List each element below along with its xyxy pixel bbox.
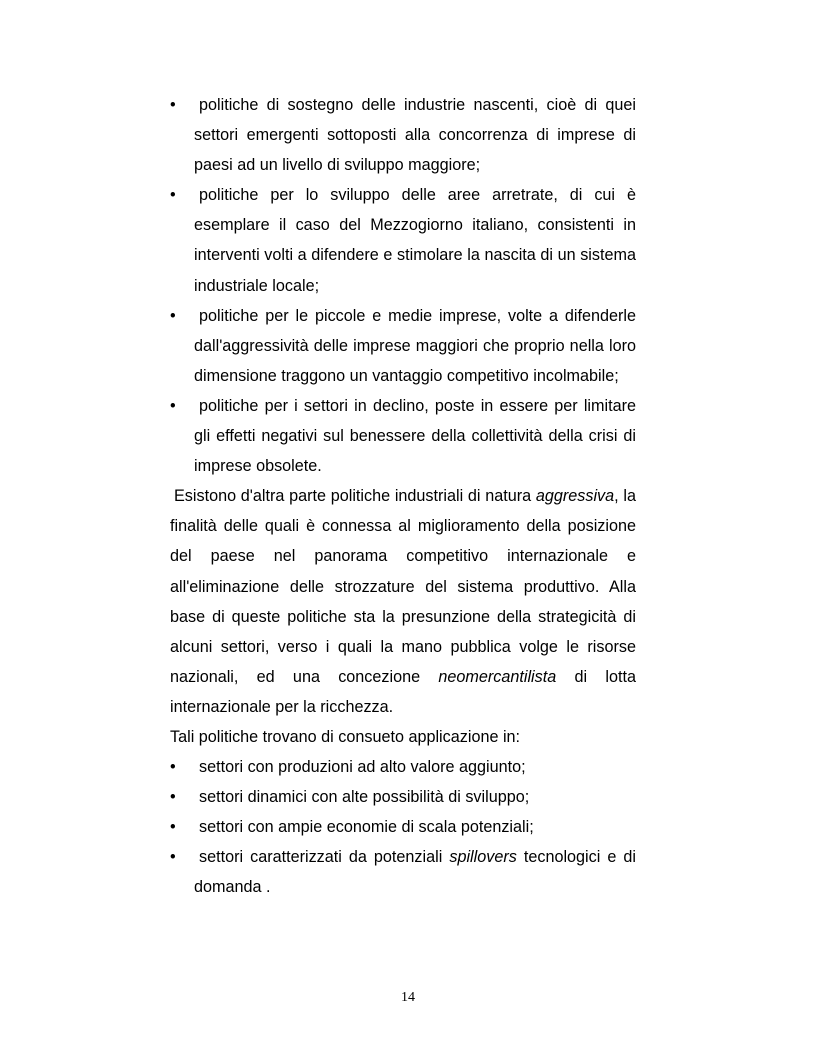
paragraph-text: Esistono d'altra parte politiche industriali di natura <box>174 487 536 506</box>
list-item-text: settori con produzioni ad alto valore aggiunto; <box>199 758 526 777</box>
bullet-icon: • <box>170 818 176 837</box>
intro-line: Tali politiche trovano di consueto applicazione in: <box>170 727 521 746</box>
list-item <box>170 782 636 812</box>
bullet-icon: • <box>170 788 176 807</box>
list-item <box>170 301 636 391</box>
paragraph-text: di lotta internazionale per la ricchezza. <box>170 667 636 716</box>
list-item-text: settori dinamici con alte possibilità di sviluppo; <box>199 788 530 807</box>
emphasis-spillovers: spillovers <box>449 848 517 867</box>
bullet-icon: • <box>170 758 176 777</box>
list-item-text: settori con ampie economie di scala potenziali; <box>199 818 534 837</box>
list-item-text: politiche per le piccole e medie imprese, volte a difenderle dall'aggressività delle imprese maggiori che proprio nella loro dimensione traggono un vantaggio competitivo incolmabile; <box>194 306 636 385</box>
bullet-icon: • <box>170 848 176 867</box>
defensive-policies-list <box>170 90 636 481</box>
list-item <box>170 180 636 300</box>
list-item <box>170 842 636 902</box>
aggressive-policies-paragraph <box>170 481 636 722</box>
bullet-icon: • <box>170 306 176 325</box>
list-item <box>170 391 636 481</box>
bullet-icon: • <box>170 96 176 114</box>
list-item-text-part: tecnologici e di domanda . <box>194 848 636 897</box>
list-item-text: politiche per lo sviluppo delle aree arretrate, di cui è esemplare il caso del Mezzogiorno italiano, consistenti in interventi volti a difendere e stimolare la nascita di un sistema industriale locale; <box>194 186 636 295</box>
paragraph-text: , la finalità delle quali è connessa al miglioramento della posizione del paese nel panorama competitivo internazionale e all'eliminazione delle strozzature del sistema produttivo. Alla base di queste politiche sta la presunzione della strategicità di alcuni settori, verso i quali la mano pubblica volge le risorse nazionali, ed una concezione <box>170 487 636 686</box>
list-item <box>170 812 636 842</box>
bullet-icon: • <box>170 186 176 205</box>
page-body <box>170 90 636 903</box>
bullet-icon: • <box>170 396 176 415</box>
emphasis-neomercantilista: neomercantilista <box>438 667 557 686</box>
list-item-text-part: settori caratterizzati da potenziali <box>199 848 450 867</box>
list-item <box>170 752 636 782</box>
page-number: 14 <box>401 990 415 1005</box>
emphasis-aggressiva: aggressiva <box>535 487 615 506</box>
list-item-text: politiche per i settori in declino, poste in essere per limitare gli effetti negativi sul benessere della collettività della crisi di imprese obsolete. <box>194 396 636 476</box>
list-item-text <box>194 848 636 896</box>
aggressive-sectors-list <box>170 752 636 902</box>
list-item <box>170 90 636 180</box>
list-item-text: politiche di sostegno delle industrie nascenti, cioè di quei settori emergenti sottoposti alla concorrenza di imprese di paesi ad un livello di sviluppo maggiore; <box>194 96 636 175</box>
